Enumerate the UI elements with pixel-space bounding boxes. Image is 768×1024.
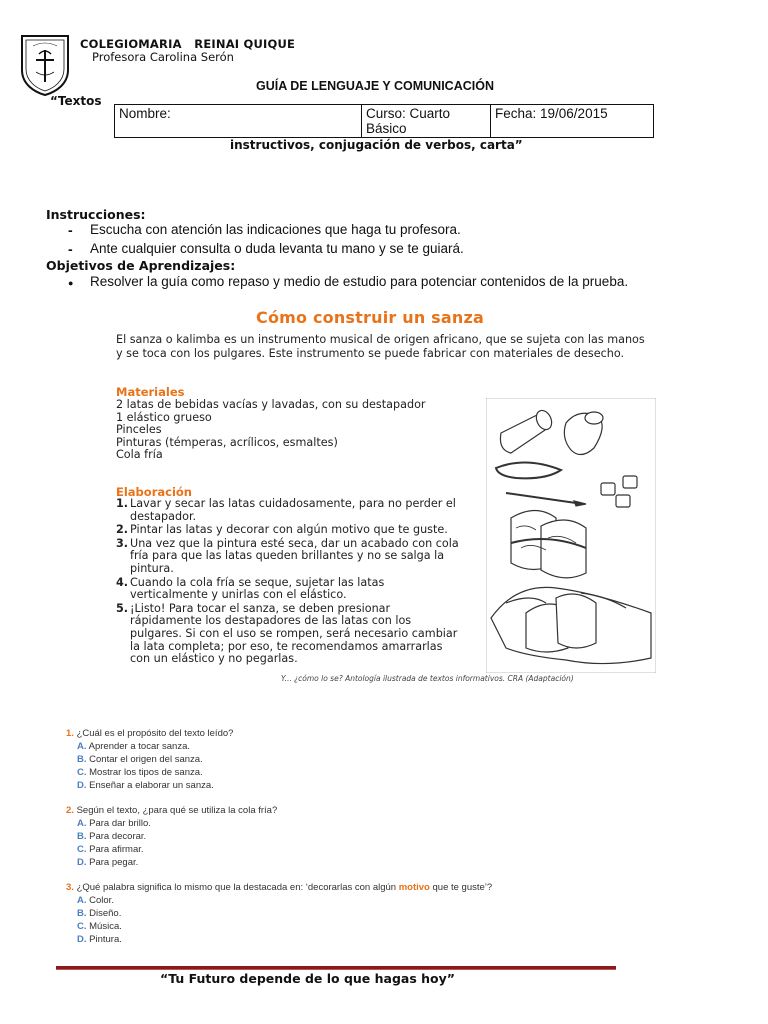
answer-option[interactable]: B. Diseño. (77, 908, 122, 919)
steps-heading: Elaboración (116, 485, 192, 499)
instruction-item: - Ante cualquier consulta o duda levanta tu mano y se te guiará. (68, 241, 464, 257)
sanza-illustration (486, 398, 656, 673)
guide-subtitle: instructivos, conjugación de verbos, carta” (230, 138, 523, 152)
materials-section (116, 385, 476, 462)
answer-option[interactable]: A. Para dar brillo. (77, 818, 151, 829)
objective-item: ● Resolver la guía como repaso y medio de estudio para potenciar contenidos de la prueba. (68, 274, 629, 289)
dash-icon: - (68, 241, 73, 257)
material-item: Pinceles (116, 423, 162, 437)
material-item: 2 latas de bebidas vacías y lavadas, con su destapador (116, 398, 426, 411)
answer-option[interactable]: D. Para pegar. (77, 857, 139, 868)
footer-divider (56, 966, 616, 970)
reading-source: Y... ¿cómo lo se? Antología ilustrada de textos informativos. CRA (Adaptación) (281, 674, 574, 683)
question-number: 3. (66, 882, 74, 893)
answer-option[interactable]: C. Música. (77, 921, 122, 932)
question-1 (66, 728, 546, 791)
materials-heading: Materiales (116, 385, 185, 399)
answer-option[interactable]: D. Pintura. (77, 934, 122, 945)
question-number: 2. (66, 805, 74, 816)
answer-option[interactable]: A. Aprender a tocar sanza. (77, 741, 191, 752)
question-2 (66, 805, 546, 868)
course-label-2: Básico (366, 121, 407, 136)
date-cell (491, 105, 654, 138)
answer-option[interactable]: C. Mostrar los tipos de sanza. (77, 767, 203, 778)
course-label: Curso: Cuarto (366, 106, 451, 121)
course-cell (362, 105, 491, 138)
material-item: Pinturas (témperas, acrílicos, esmaltes) (116, 435, 338, 449)
name-cell[interactable] (115, 105, 362, 138)
answer-option[interactable]: C. Para afirmar. (77, 844, 144, 855)
name-label: Nombre: (119, 106, 171, 121)
step-item: 3. Una vez que la pintura esté seca, dar un acabado con cola fría para que las latas queden brillantes y no se salga la pintura. (116, 536, 459, 575)
answer-option[interactable]: B. Contar el origen del sanza. (77, 754, 203, 765)
instructions-heading: Instrucciones: (46, 207, 146, 222)
objectives-heading: Objetivos de Aprendizajes: (46, 258, 236, 273)
date-label: Fecha: 19/06/2015 (495, 106, 608, 121)
answer-option[interactable]: B. Para decorar. (77, 831, 147, 842)
answer-option[interactable]: D. Enseñar a elaborar un sanza. (77, 780, 214, 791)
answer-option[interactable]: A. Color. (77, 895, 114, 906)
instruction-item: - Escucha con atención las indicaciones que haga tu profesora. (68, 222, 461, 238)
bullet-icon: ● (68, 278, 74, 288)
school-name: COLEGIOMARIA REINAI QUIQUE (80, 37, 296, 51)
teacher-name: Profesora Carolina Serón (92, 50, 234, 64)
reading-passage (106, 303, 662, 683)
steps-list (116, 498, 461, 666)
school-crest-icon (20, 34, 70, 96)
question-text: Según el texto, ¿para qué se utiliza la cola fría? (76, 805, 278, 816)
highlighted-word: motivo (398, 882, 430, 893)
question-3 (66, 882, 546, 945)
step-item: 1. Lavar y secar las latas cuidadosamente, para no perder el destapador. (116, 497, 456, 523)
reading-title: Cómo construir un sanza (256, 308, 485, 327)
step-item: 4. Cuando la cola fría se seque, sujetar las latas verticalmente y unirlas con el elástico. (116, 575, 385, 602)
material-item: 1 elástico grueso (116, 410, 212, 424)
question-number: 1. (66, 728, 74, 739)
step-item: 5. ¡Listo! Para tocar el sanza, se deben presionar rápidamente los destapadores de las latas con los pulgares. Si con el uso se rompen, será necesario cambiar la lata completa; por eso, te recomendamos amarrarlas con un elástico y no pegarlas. (116, 601, 458, 666)
dash-icon: - (68, 222, 73, 238)
question-text-end: que te guste’? (432, 882, 493, 893)
guide-title: GUÍA DE LENGUAJE Y COMUNICACIÓN (256, 79, 494, 93)
reading-intro: El sanza o kalimba es un instrumento musical de origen africano, que se sujeta con las manos y se toca con los pulgares. Este instrumento se puede fabricar con materiales de desecho. (116, 333, 645, 360)
question-text: ¿Cuál es el propósito del texto leído? (76, 728, 234, 739)
title-opening: “Textos (50, 94, 102, 108)
footer-quote: “Tu Futuro depende de lo que hagas hoy” (160, 971, 455, 986)
question-text: ¿Qué palabra significa lo mismo que la destacada en: ‘decorarlas con algún (76, 882, 397, 893)
step-item: 2. Pintar las latas y decorar con algún motivo que te guste. (116, 523, 448, 537)
student-info-table (114, 104, 654, 138)
material-item: Cola fría (116, 448, 163, 462)
